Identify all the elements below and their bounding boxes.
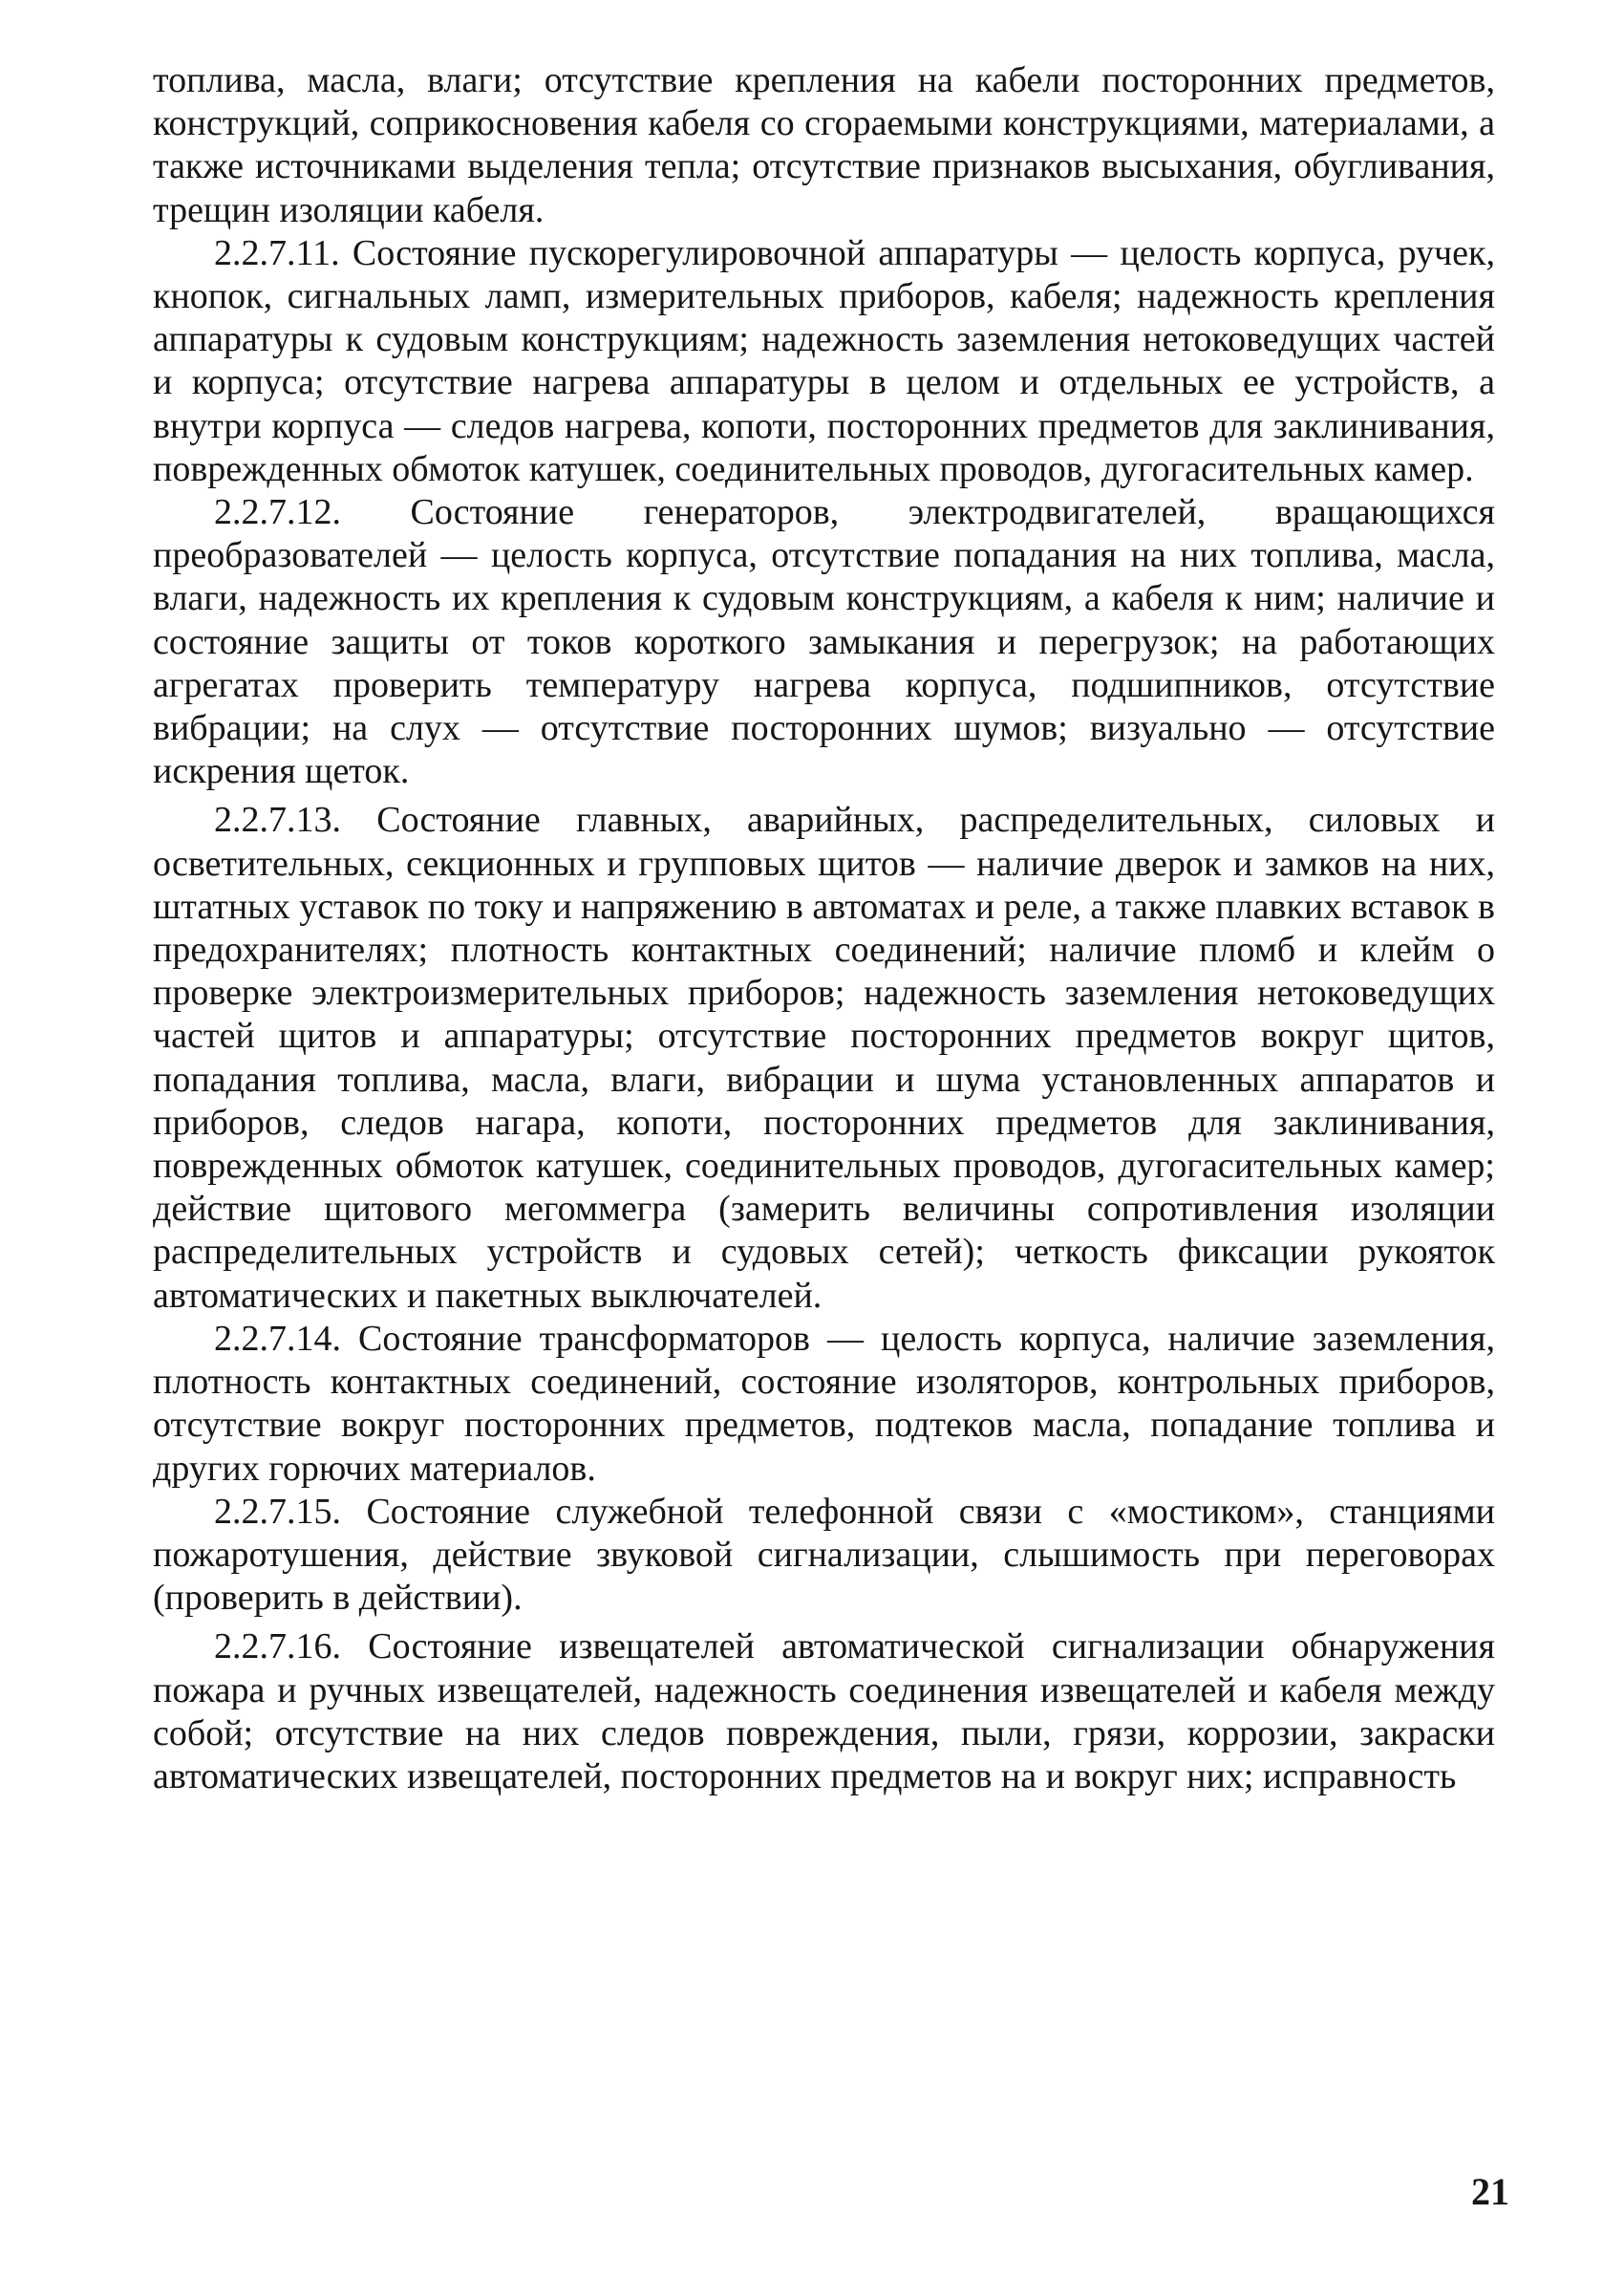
paragraph-2-2-7-14: 2.2.7.14. Состояние трансформаторов — целость корпуса, наличие заземления, плотность контактных соединений, состояние изоляторов, контрольных приборов, отсутствие вокруг посторонних предметов, подтеков масла, попадание топлива и других горючих материалов. bbox=[153, 1318, 1495, 1489]
paragraph-2-2-7-11: 2.2.7.11. Состояние пускорегулировочной аппаратуры — целость корпуса, ручек, кнопок, сигнальных ламп, измерительных приборов, кабеля; надежность крепления аппаратуры к судовым конструкциям; надежность заземления нетоковедущих частей и корпуса; отсутствие нагрева аппаратуры в целом и отдельных ее устройств, а внутри корпуса — следов нагрева, копоти, посторонних предметов для заклинивания, поврежденных обмоток катушек, соединительных проводов, дугогасительных камер. bbox=[153, 232, 1495, 489]
page-number: 21 bbox=[1471, 2170, 1509, 2213]
paragraph-continuation: топлива, масла, влаги; отсутствие крепления на кабели посторонних предметов, конструкций, соприкосновения кабеля со сгораемыми конструкциями, материалами, а также источниками выделения тепла; отсутствие признаков высыхания, обугливания, трещин изоляции кабеля. bbox=[153, 60, 1495, 230]
paragraph-2-2-7-15: 2.2.7.15. Состояние служебной телефонной связи с «мостиком», станциями пожаротушения, действие звуковой сигнализации, слышимость при переговорах (проверить в действии). bbox=[153, 1491, 1495, 1619]
paragraph-2-2-7-16: 2.2.7.16. Состояние извещателей автоматической сигнализации обнаружения пожара и ручных извещателей, надежность соединения извещателей и кабеля между собой; отсутствие на них следов повреждения, пыли, грязи, коррозии, закраски автоматических извещателей, посторонних предметов на и вокруг них; исправность bbox=[153, 1626, 1495, 1796]
paragraph-2-2-7-13: 2.2.7.13. Состояние главных, аварийных, распределительных, силовых и осветительных, секционных и групповых щитов — наличие дверок и замков на них, штатных уставок по току и напряжению в автоматах и реле, а также плавких вставок в предохранителях; плотность контактных соединений; наличие пломб и клейм о проверке электроизмерительных приборов; надежность заземления нетоковедущих частей щитов и аппаратуры; отсутствие посторонних предметов вокруг щитов, попадания топлива, масла, влаги, вибрации и шума установленных аппаратов и приборов, следов нагара, копоти, посторонних предметов для заклинивания, поврежденных обмоток катушек, соединительных проводов, дугогасительных камер; действие щитового мегоммегра (замерить величины сопротивления изоляции распределительных устройств и судовых сетей); четкость фиксации рукояток автоматических и пакетных выключателей. bbox=[153, 800, 1495, 1316]
document-page bbox=[153, 59, 1495, 1798]
paragraph-2-2-7-12: 2.2.7.12. Состояние генераторов, электродвигателей, вращающихся преобразователей — целость корпуса, отсутствие попадания на них топлива, масла, влаги, надежность их крепления к судовым конструкциям, а кабеля к ним; наличие и состояние защиты от токов короткого замыкания и перегрузок; на работающих агрегатах проверить температуру нагрева корпуса, подшипников, отсутствие вибрации; на слух — отсутствие посторонних шумов; визуально — отсутствие искрения щеток. bbox=[153, 492, 1495, 792]
